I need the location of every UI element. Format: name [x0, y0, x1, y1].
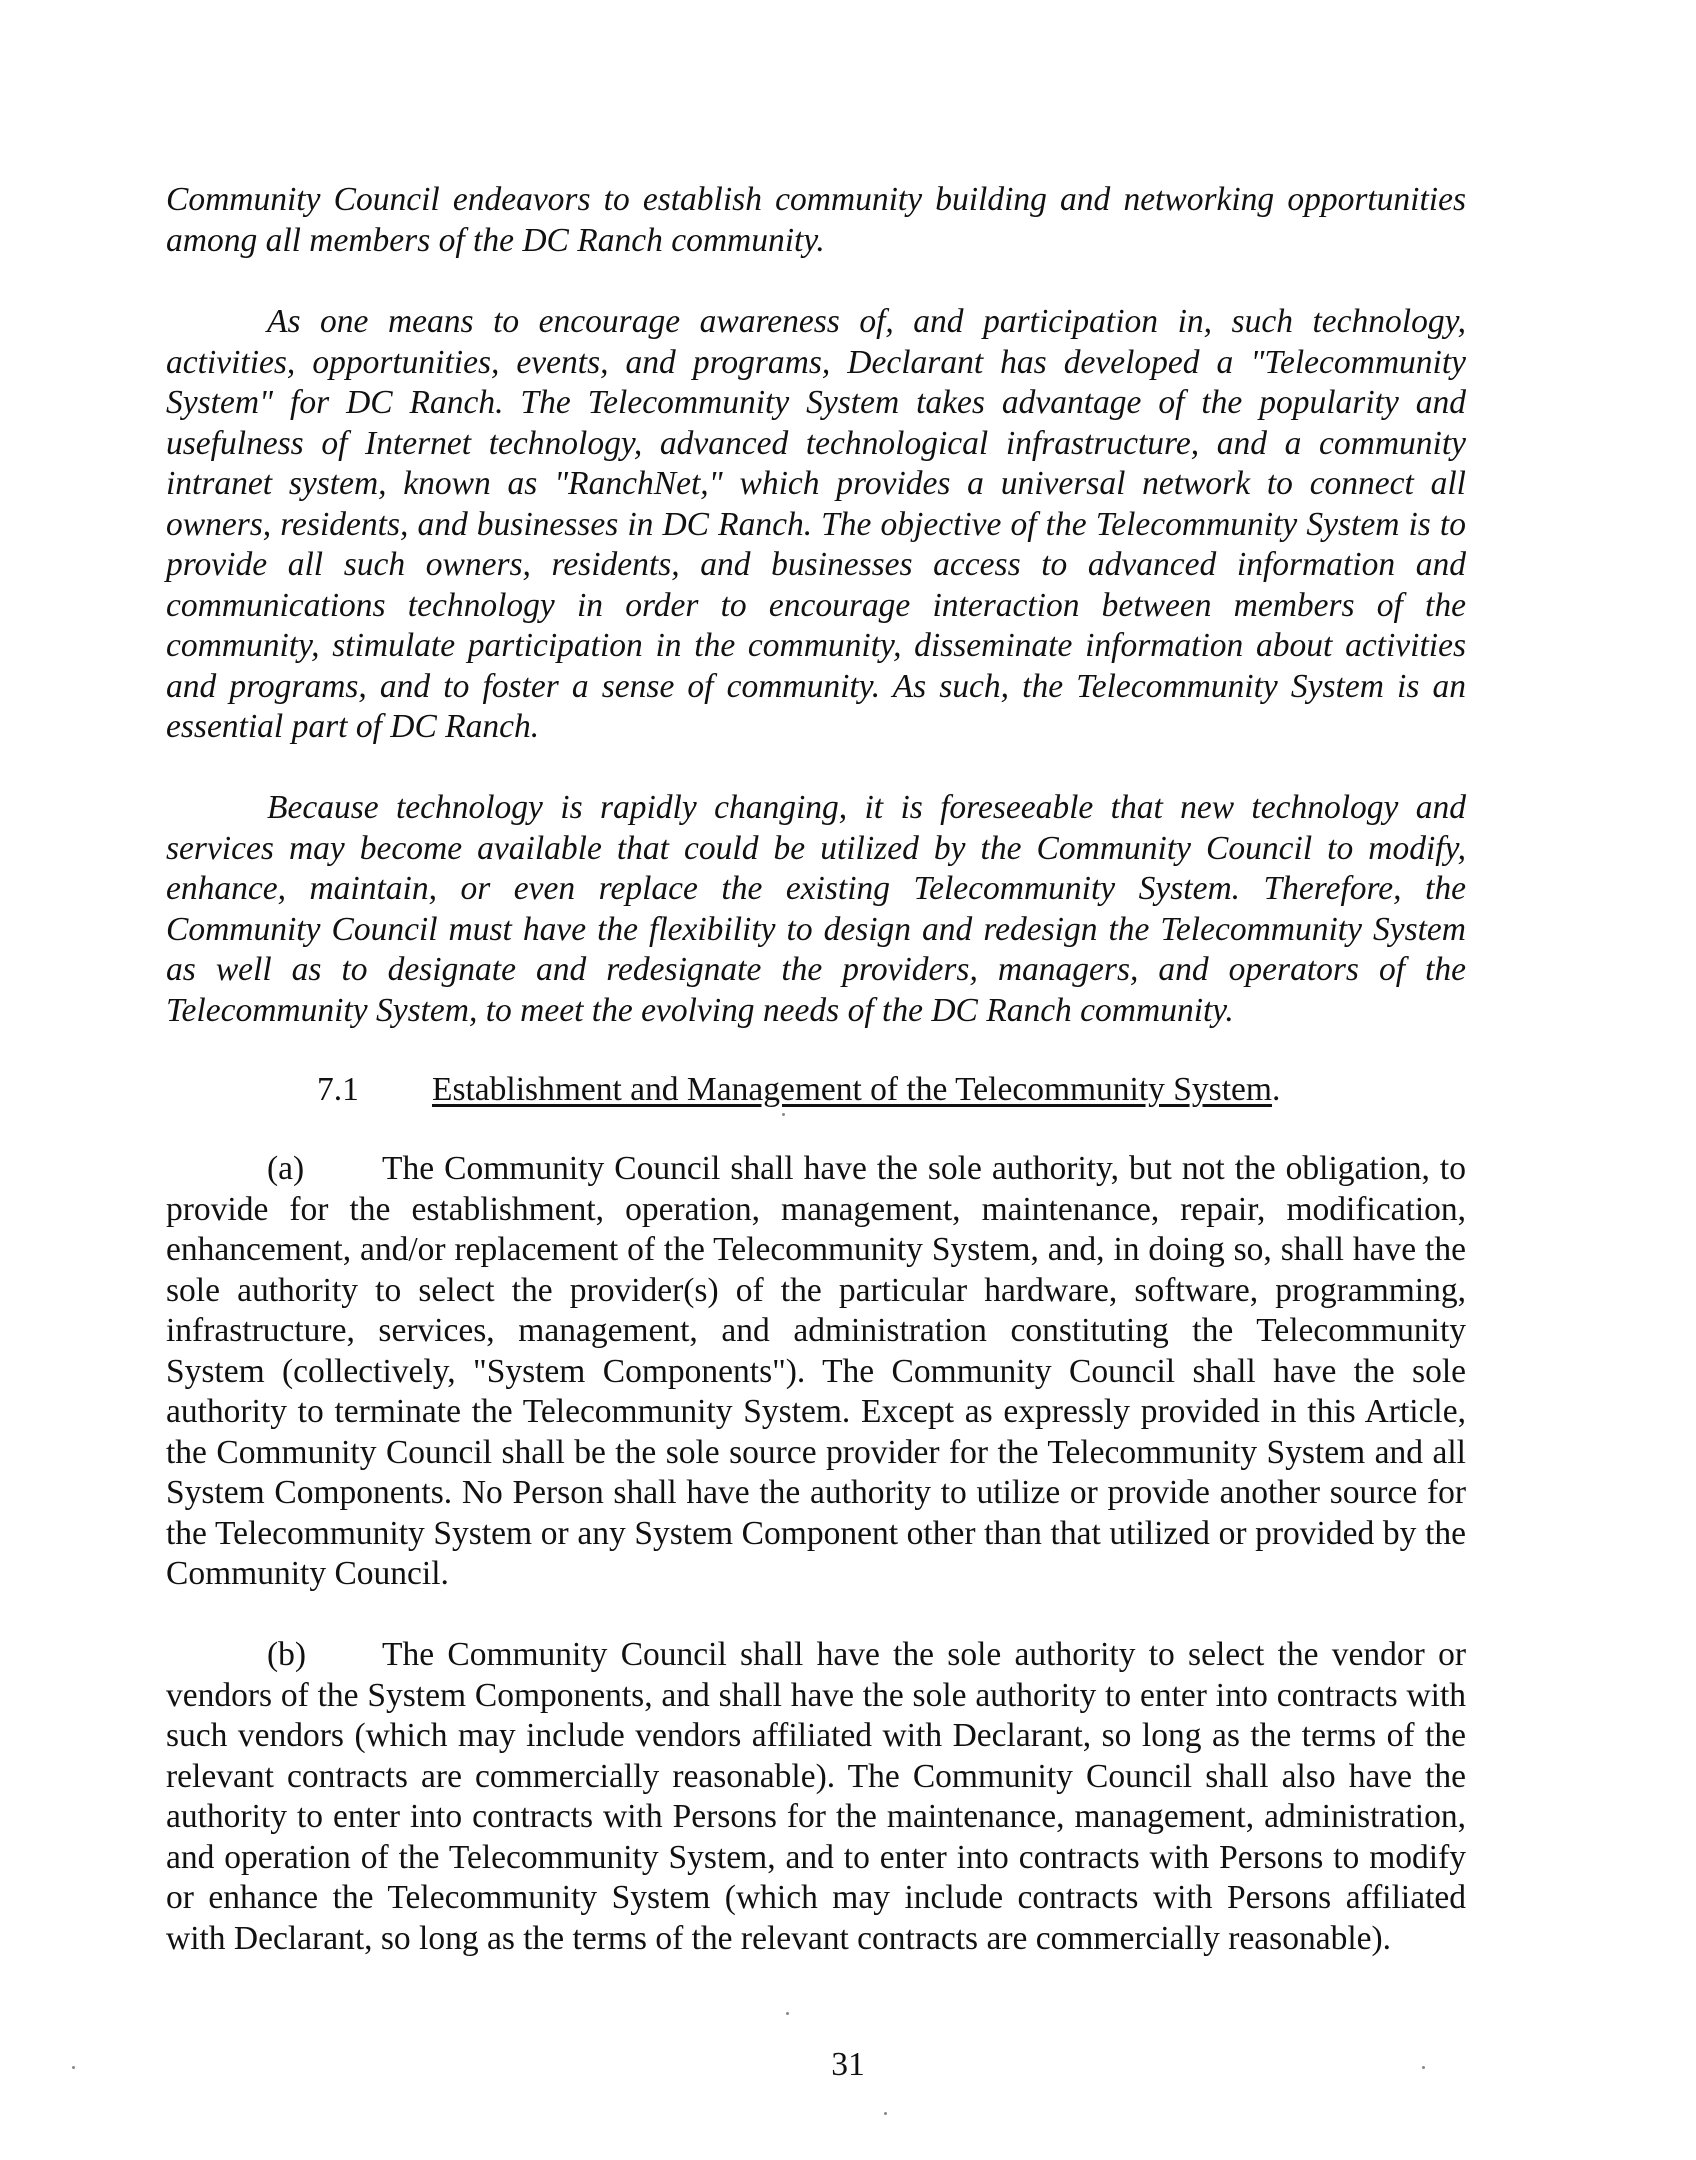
- scan-speck: [1422, 2066, 1425, 2069]
- subsection-b-text: The Community Council shall have the sole authority to select the vendor or vendors of the System Components, and shall have the sole authority to enter into contracts with such vendors (which may include vendors affiliated with Declarant, so long as the terms of the relevant contracts are commercially reasonable). The Community Council shall also have the authority to enter into contracts with Persons for the maintenance, management, administration, and operation of the Telecommunity System, and to enter into contracts with Persons to modify or enhance the Telecommunity System (which may include contracts with Persons affiliated with Declarant, so long as the terms of the relevant contracts are commercially reasonable).: [166, 1636, 1466, 1957]
- subsection-a-text: The Community Council shall have the sole authority, but not the obligation, to provide for the establishment, operation, management, maintenance, repair, modification, enhancement, and/or replacement of the Telecommunity System, and, in doing so, shall have the sole authority to select the provider(s) of the particular hardware, software, programming, infrastructure, services, management, and administration constituting the Telecommunity System (collectively, "System Components"). The Community Council shall have the sole authority to terminate the Telecommunity System. Except as expressly provided in this Article, the Community Council shall be the sole source provider for the Telecommunity System and all System Components. No Person shall have the authority to utilize or provide another source for the Telecommunity System or any System Component other than that utilized or provided by the Community Council.: [166, 1150, 1466, 1592]
- page-number: 31: [831, 2046, 865, 2083]
- subsection-a-label: (a): [267, 1150, 305, 1187]
- section-heading: 7.1 Establishment and Management of the Telecommunity System.: [317, 1070, 1280, 1111]
- section-title: Establishment and Management of the Telecommunity System: [432, 1071, 1272, 1108]
- intro-paragraph: Community Council endeavors to establish community building and networking opportunities among all members of the DC Ranch community.: [166, 181, 1466, 259]
- subsection-b-label: (b): [267, 1636, 307, 1673]
- scan-speck: [786, 2012, 789, 2015]
- scan-speck: [884, 2112, 887, 2115]
- subsection-a: [166, 1149, 1466, 1595]
- subsection-b: [166, 1635, 1466, 1959]
- section-number: 7.1: [317, 1071, 359, 1108]
- scan-speck: [72, 2066, 75, 2069]
- paragraph-technology-changing: Because technology is rapidly changing, it is foreseeable that new technology and services may become available that could be utilized by the Community Council to modify, enhance, maintain, or even replace the existing Telecommunity System. Therefore, the Community Council must have the flexibility to design and redesign the Telecommunity System as well as to designate and redesignate the providers, managers, and operators of the Telecommunity System, to meet the evolving needs of the DC Ranch community.: [166, 789, 1466, 1029]
- scan-speck: [782, 1113, 785, 1116]
- paragraph-telecommunity-means: As one means to encourage awareness of, and participation in, such technology, activities, opportunities, events, and programs, Declarant has developed a "Telecommunity System" for DC Ranch. The Telecommunity System takes advantage of the popularity and usefulness of Internet technology, advanced technological infrastructure, and a community intranet system, known as "RanchNet," which provides a universal network to connect all owners, residents, and businesses in DC Ranch. The objective of the Telecommunity System is to provide all such owners, residents, and businesses access to advanced information and communications technology in order to encourage interaction between members of the community, stimulate participation in the community, disseminate information about activities and programs, and to foster a sense of community. As such, the Telecommunity System is an essential part of DC Ranch.: [166, 303, 1466, 745]
